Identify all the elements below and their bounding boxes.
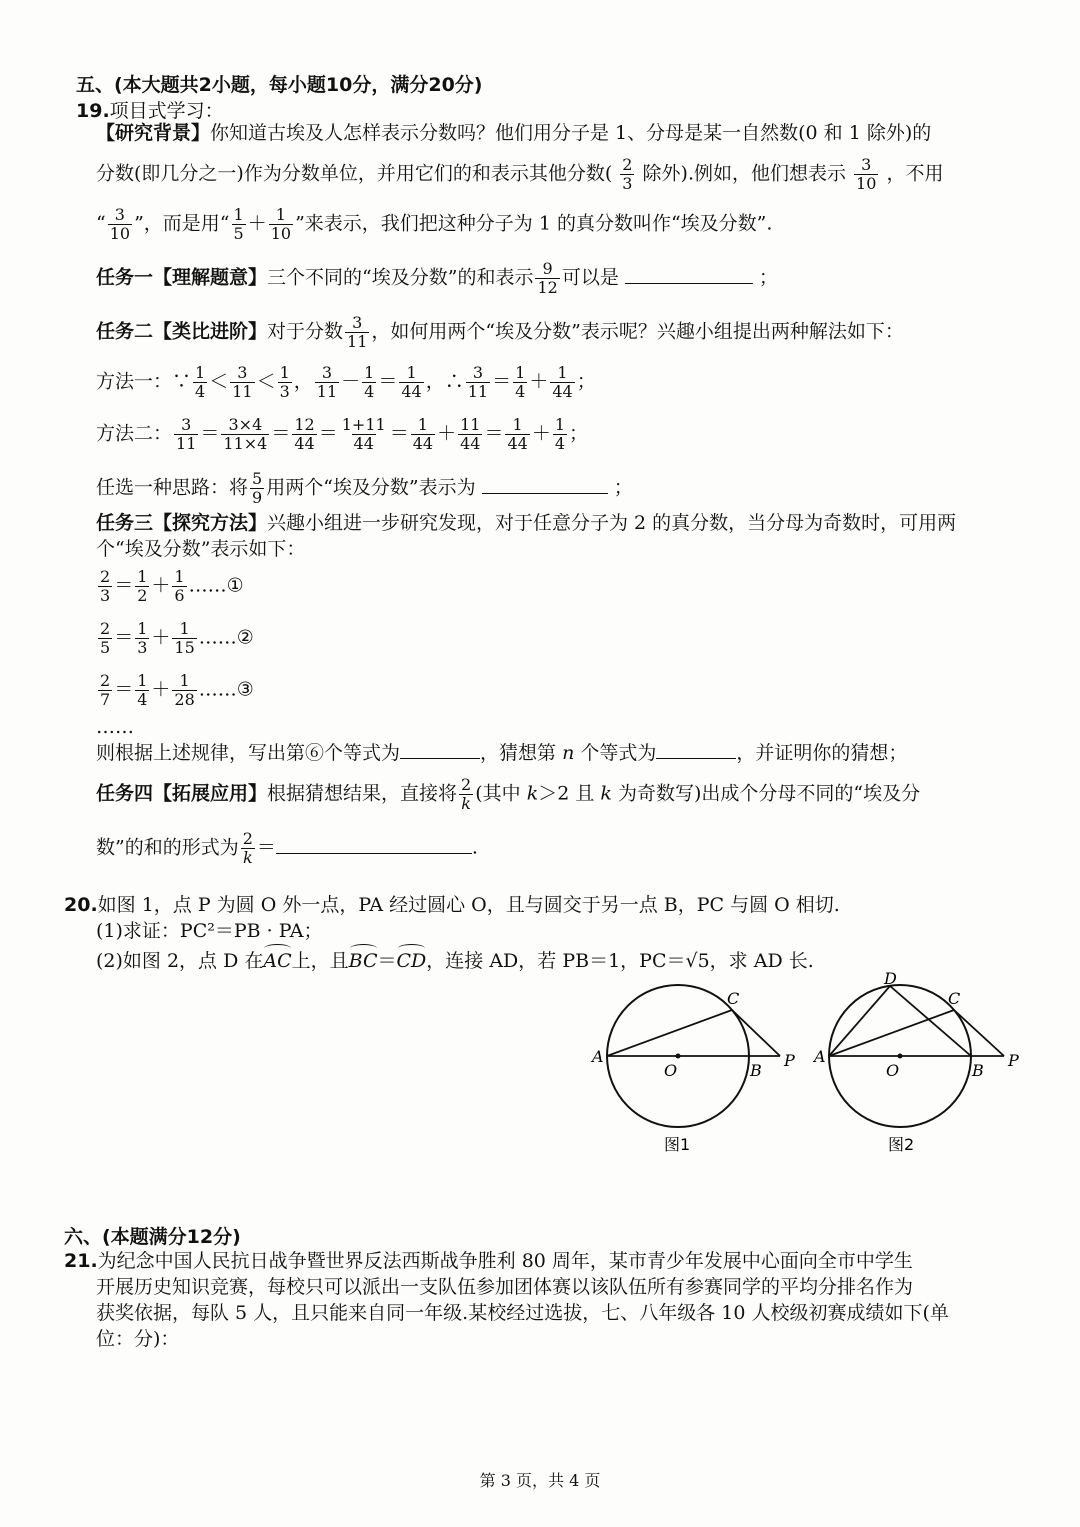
background-text: 除外).例如，他们想表示 — [642, 162, 846, 185]
task3-line1: 任务三【探究方法】兴趣小组进一步研究发现，对于任意分子为 2 的真分数，当分母为奇数时，可用两 — [96, 512, 957, 534]
label-p: P — [1008, 1051, 1019, 1070]
answer-blank[interactable] — [482, 473, 608, 494]
label-c: C — [727, 989, 740, 1008]
q21-number: 21. — [64, 1250, 98, 1272]
center-dot — [898, 1054, 903, 1059]
rule-line: 则根据上述规律，写出第⑥个等式为 ，猜想第 n 个等式为 ，并证明你的猜想； — [96, 738, 1024, 768]
label-c: C — [948, 989, 961, 1008]
method2: 方法二： $\frac{3}{11}$ ＝ $\frac{3\times 4}{11\times 4}$ ＝ $\frac{12}{44}$ ＝ $\frac{1+11}{44}$ ＝ $\frac{1}{44}$ ＋ $\frac{11}{44}$ ＝ $\frac{1}{44}$ ＋ $\frac{1}{4}$ ； — [96, 415, 589, 453]
fraction: $\frac{2}{3}$ — [622, 155, 633, 193]
choose-method: 任选一种思路：将 $\frac{5}{9}$ 用两个“埃及分数”表示为 ； — [96, 469, 633, 507]
label-a: A — [592, 1047, 604, 1066]
fraction: $\frac{9}{12}$ — [537, 259, 558, 297]
background-text: 分数(即几分之一)作为分数单位，并用它们的和表示其他分数( — [96, 162, 613, 185]
fraction: $\frac{3}{10}$ — [109, 205, 131, 243]
q19-background-line1 — [96, 118, 1024, 148]
label-a: A — [814, 1047, 826, 1066]
method1: 方法一：∵ $\frac{1}{4}$ ＜ $\frac{3}{11}$ ＜ $\frac{1}{3}$ ， $\frac{3}{11}$ － $\frac{1}{4}$ ＝ $\frac{1}{44}$ ，∴ $\frac{3}{11}$ ＝ $\frac{1}{4}$ ＋ $\frac{1}{44}$ ； — [96, 363, 596, 401]
task1: 任务一【理解题意】三个不同的“埃及分数”的和表示 $\frac{9}{12}$ 可以是 ； — [96, 259, 778, 297]
ellipsis: …… — [96, 716, 134, 738]
center-dot — [676, 1054, 681, 1059]
task4-line2: 数”的和的形式为 $\frac{2}{k}$ ＝ . — [96, 829, 478, 867]
label-b: B — [750, 1061, 762, 1080]
q19-background-line3: “ $\frac{3}{10}$ ”，而是用“ $\frac{1}{5}$ ＋ $\frac{1}{10}$ ”来表示，我们把这种分子为 1 的真分数叫作“埃及分数”. — [96, 205, 773, 243]
label-o: O — [664, 1061, 678, 1080]
arc-ac: AC — [263, 946, 291, 976]
figure-2 — [808, 970, 1030, 1160]
q20-number: 20. — [64, 894, 98, 916]
label-o: O — [886, 1061, 900, 1080]
line-cp — [732, 1010, 780, 1056]
q19-background-line2 — [96, 156, 1024, 193]
q21-line1: 21.为纪念中国人民抗日战争暨世界反法西斯战争胜利 80 周年，某市青少年发展中心面向全市中学生 — [64, 1250, 913, 1272]
figure-2-caption: 图2 — [888, 1135, 915, 1154]
q20-part1: (1)求证：PC²＝PB · PA； — [96, 920, 323, 942]
figure-1-caption: 图1 — [664, 1135, 691, 1154]
background-text: 你知道古埃及人怎样表示分数吗？他们用分子是 1、分母是某一自然数(0 和 1 除外)的 — [210, 122, 932, 144]
task2: 任务二【类比进阶】对于分数 $\frac{3}{11}$ ，如何用两个“埃及分数”表示呢？兴趣小组提出两种解法如下： — [96, 313, 904, 351]
background-text: ，不用 — [886, 162, 944, 185]
background-tag: 【研究背景】 — [96, 122, 211, 144]
fraction: $\frac{1}{10}$ — [270, 205, 292, 243]
task3-tag: 任务三【探究方法】 — [96, 512, 268, 534]
q19-title: 项目式学习： — [109, 100, 224, 122]
answer-blank[interactable] — [625, 263, 753, 284]
answer-blank[interactable] — [400, 738, 480, 759]
fraction: $\frac{3}{10}$ — [856, 155, 877, 193]
label-p: P — [784, 1051, 795, 1070]
q20-stem: 20.如图 1，点 P 为圆 O 外一点，PA 经过圆心 O，且与圆交于另一点 B，PC 与圆 O 相切. — [64, 894, 840, 916]
line-ac — [829, 1010, 954, 1056]
section6-title: 六、(本题满分12分) — [64, 1226, 241, 1248]
line-ac — [607, 1010, 732, 1056]
label-b: B — [972, 1061, 984, 1080]
answer-blank[interactable] — [656, 738, 736, 759]
figure-1 — [584, 980, 804, 1160]
q21-line2: 开展历史知识竞赛，每校只可以派出一支队伍参加团体赛以该队伍所有参赛同学的平均分排名作为 — [96, 1276, 914, 1298]
line-cp — [954, 1010, 1004, 1056]
q21-line3: 获奖依据，每队 5 人，且只能来自同一年级.某校经过选拔，七、八年级各 10 人校级初赛成绩如下(单 — [96, 1302, 949, 1324]
label-d: D — [884, 970, 897, 988]
equation-1: $\frac{2}{3}$ ＝ $\frac{1}{2}$ ＋ $\frac{1}{6}$ ……① — [100, 567, 244, 605]
section5-title: 五、(本大题共2小题，每小题10分，满分20分) — [76, 74, 483, 96]
equation-3: $\frac{2}{7}$ ＝ $\frac{1}{4}$ ＋ $\frac{1}{28}$ ……③ — [100, 671, 254, 709]
q20-part2: (2)如图 2，点 D 在AC上，且BC＝CD，连接 AD，若 PB＝1，PC＝√5，求 AD 长. — [96, 946, 1024, 976]
q21-line4: 位：分)： — [96, 1328, 180, 1350]
task4-line1: 任务四【拓展应用】根据猜想结果，直接将 $\frac{2}{k}$ (其中 k＞2 且 k 为奇数写)出成个分母不同的“埃及分 — [96, 775, 921, 813]
equation-2: $\frac{2}{5}$ ＝ $\frac{1}{3}$ ＋ $\frac{1}{15}$ ……② — [100, 619, 254, 657]
task2-tag: 任务二【类比进阶】 — [96, 320, 268, 343]
arc-bc: BC — [349, 946, 378, 976]
task4-tag: 任务四【拓展应用】 — [96, 782, 268, 805]
arc-cd: CD — [397, 946, 427, 976]
answer-blank[interactable] — [276, 833, 472, 854]
q19-number: 19. — [76, 100, 110, 122]
fraction: $\frac{3}{11}$ — [347, 313, 368, 351]
page-footer: 第 3 页，共 4 页 — [479, 1471, 601, 1490]
task3-line2: 个“埃及分数”表示如下： — [96, 538, 306, 560]
task1-tag: 任务一【理解题意】 — [96, 266, 268, 289]
fraction: $\frac{1}{5}$ — [233, 205, 244, 243]
